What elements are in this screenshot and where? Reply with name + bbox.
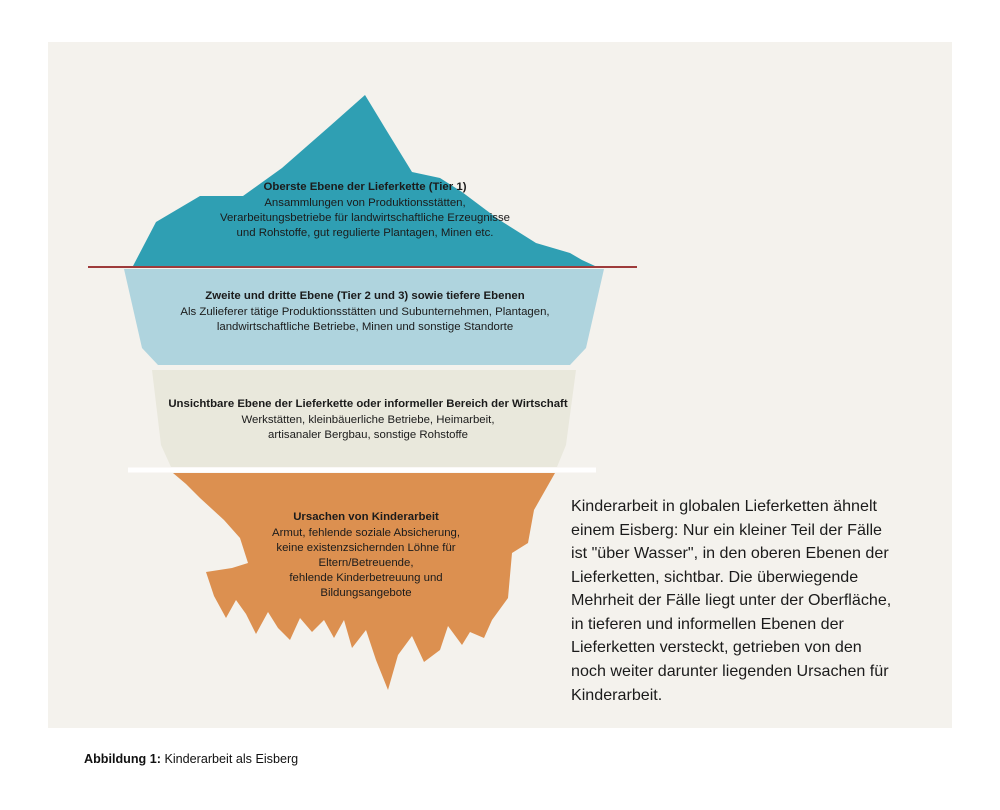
tier4-title: Ursachen von Kinderarbeit	[293, 511, 439, 523]
tier3-label-group	[148, 397, 588, 443]
tier2-body: Als Zulieferer tätige Produktionsstätten und Subunternehmen, Plantagen, landwirtschaftliche Betriebe, Minen und sonstige Standorte	[180, 306, 550, 334]
explanatory-paragraph: Kinderarbeit in globalen Lieferketten ähnelt einem Eisberg: Nur ein kleiner Teil der Fälle ist "über Wasser", in den oberen Ebenen der Lieferketten, sichtbar. Die überwiegende Mehrheit der Fälle liegt unter der Oberfläche, in tieferen und informellen Ebenen der Lieferketten versteckt, getrieben von den noch weiter darunter liegenden Ursachen für Kinderarbeit.	[571, 497, 892, 704]
caption-text: Kinderarbeit als Eisberg	[160, 752, 299, 766]
tier1-body: Ansammlungen von Produktionsstätten, Verarbeitungsbetriebe für landwirtschaftliche Erzeugnisse und Rohstoffe, gut regulierte Plantagen, Minen etc.	[220, 197, 510, 240]
tier3-title: Unsichtbare Ebene der Lieferkette oder informeller Bereich der Wirtschaft	[168, 398, 568, 410]
figure-caption	[84, 752, 298, 766]
tier1-title: Oberste Ebene der Lieferkette (Tier 1)	[263, 181, 467, 193]
tier3-body: Werkstätten, kleinbäuerliche Betriebe, Heimarbeit, artisanaler Bergbau, sonstige Rohstoffe	[241, 414, 495, 442]
tier4-label-group	[216, 510, 516, 601]
caption-label: Abbildung 1:	[84, 752, 161, 766]
tier4-body: Armut, fehlende soziale Absicherung, keine existenzsichernden Löhne für Eltern/Betreuende, fehlende Kinderbetreuung und Bildungsangebote	[271, 527, 461, 600]
tier1-label-group	[160, 180, 570, 241]
tier2-title: Zweite und dritte Ebene (Tier 2 und 3) sowie tiefere Ebenen	[205, 290, 525, 302]
tier2-label-group	[140, 289, 590, 335]
